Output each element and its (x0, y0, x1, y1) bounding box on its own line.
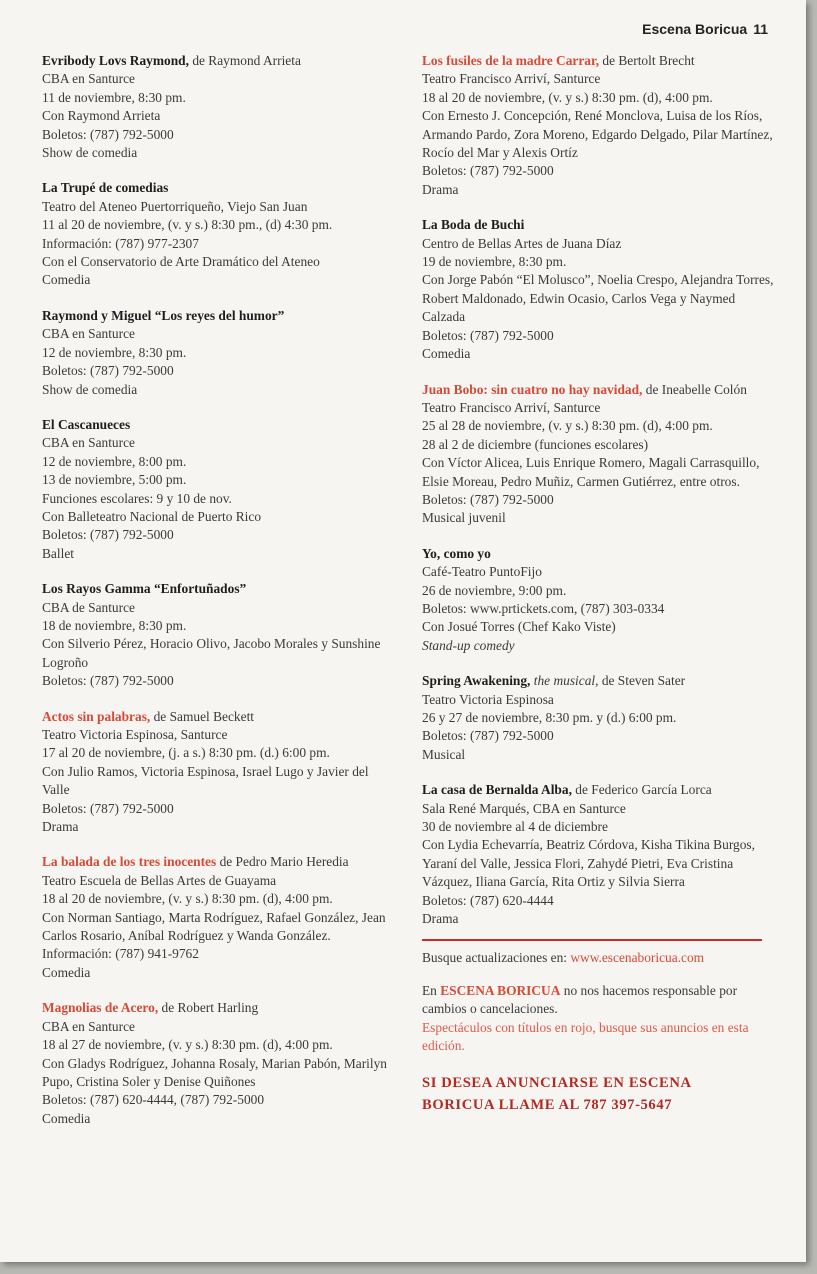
event-title: Juan Bobo: sin cuatro no hay navidad, (422, 381, 643, 397)
event-detail: 25 al 28 de noviembre, (v. y s.) 8:30 pm. (d), 4:00 pm. (422, 418, 713, 434)
event-listing (422, 216, 777, 363)
event-detail: CBA en Santurce (42, 435, 135, 451)
event-listing (42, 708, 392, 837)
event-detail: Drama (42, 819, 79, 835)
event-detail: Comedia (42, 964, 91, 980)
event-listing (422, 672, 777, 764)
disclaimer-suffix: no nos hacemos responsable por cambios o cancelaciones. (422, 982, 738, 1017)
event-detail: Funciones escolares: 9 y 10 de nov. (42, 490, 232, 506)
event-title: La casa de Bernalda Alba, (422, 782, 572, 798)
event-title: Los fusiles de la madre Carrar, (422, 53, 600, 68)
event-detail: 18 al 20 de noviembre, (v. y s.) 8:30 pm. (d), 4:00 pm. (42, 891, 333, 907)
disclaimer (422, 982, 777, 1056)
event-detail: Con Raymond Arrieta (42, 108, 161, 124)
right-column (422, 52, 777, 1116)
event-detail: Comedia (422, 346, 471, 362)
event-listing (42, 52, 392, 162)
event-author: de Federico García Lorca (571, 782, 712, 798)
event-detail: CBA en Santurce (42, 71, 135, 87)
event-detail: Boletos: (787) 792-5000 (42, 363, 174, 379)
event-author: de Robert Harling (158, 1000, 259, 1016)
event-listing (422, 381, 777, 528)
event-author: de Bertolt Brecht (599, 53, 695, 68)
event-author: de Samuel Beckett (150, 708, 255, 724)
event-detail: Boletos: (787) 792-5000 (42, 673, 174, 689)
left-column (42, 52, 392, 1145)
event-listing (42, 179, 392, 289)
event-title: Evribody Lovs Raymond, (42, 53, 189, 68)
event-detail: Información: (787) 941-9762 (42, 946, 199, 962)
event-detail: Con Jorge Pabón “El Molusco”, Noelia Crespo, Alejandra Torres, Robert Maldonado, Edwin Ocasio, Carlos Vega y Naymed Calzada (422, 272, 774, 325)
event-detail: Teatro Francisco Arriví, Santurce (422, 399, 601, 415)
event-genre: Stand-up comedy (422, 637, 515, 653)
event-detail: Comedia (42, 272, 91, 288)
event-heading (42, 307, 392, 325)
event-detail: Centro de Bellas Artes de Juana Díaz (422, 235, 622, 251)
event-heading (42, 708, 392, 726)
event-listing (422, 781, 777, 928)
event-detail: Ballet (42, 545, 74, 561)
event-listing (422, 52, 777, 199)
event-heading (422, 216, 777, 234)
event-heading (42, 580, 392, 598)
event-title: El Cascanueces (42, 416, 131, 432)
event-detail: Drama (422, 911, 459, 927)
event-detail: Boletos: (787) 792-5000 (42, 527, 174, 543)
event-title: Actos sin palabras, (42, 708, 151, 724)
event-detail: 11 al 20 de noviembre, (v. y s.) 8:30 pm., (d) 4:30 pm. (42, 217, 333, 233)
event-heading (422, 545, 777, 563)
disclaimer-brand: ESCENA BORICUA (440, 982, 561, 998)
event-detail: Show de comedia (42, 145, 138, 161)
magazine-title: Escena Boricua (642, 21, 748, 37)
event-title: Raymond y Miguel “Los reyes del humor” (42, 307, 285, 323)
page-number: 11 (753, 21, 768, 37)
event-detail: Musical (422, 746, 466, 762)
event-listing (42, 580, 392, 690)
event-detail: 26 de noviembre, 9:00 pm. (422, 582, 567, 598)
event-detail: 18 de noviembre, 8:30 pm. (42, 617, 187, 633)
event-detail: Boletos: (787) 792-5000 (422, 163, 554, 179)
event-detail: Con Víctor Alicea, Luis Enrique Romero, Magali Carrasquillo, Elsie Moreau, Pedro Muñiz, Carmen Gutiérrez, entre otros. (422, 455, 760, 489)
event-detail: Boletos: (787) 620-4444, (787) 792-5000 (42, 1092, 265, 1108)
event-detail: Boletos: www.prtickets.com, (787) 303-0334 (422, 600, 665, 616)
event-detail: Drama (422, 181, 459, 197)
event-detail: Con Norman Santiago, Marta Rodríguez, Rafael González, Jean Carlos Rosario, Aníbal Rodríguez y Wanda González. (42, 909, 386, 944)
right-event-list (422, 52, 777, 928)
event-detail: Con el Conservatorio de Arte Dramático del Ateneo (42, 254, 320, 270)
page-header (642, 21, 768, 37)
ad-line-2: BORICUA LLAME AL 787 397-5647 (422, 1096, 673, 1113)
event-detail: Boletos: (787) 620-4444 (422, 892, 554, 908)
event-detail: 19 de noviembre, 8:30 pm. (422, 254, 567, 270)
event-detail: Café-Teatro PuntoFijo (422, 564, 542, 580)
event-detail: Teatro Francisco Arriví, Santurce (422, 71, 601, 87)
event-detail: CBA de Santurce (42, 599, 135, 615)
event-detail: Con Silverio Pérez, Horacio Olivo, Jacobo Morales y Sunshine Logroño (42, 636, 381, 670)
event-detail: CBA en Santurce (42, 326, 135, 342)
event-detail: 30 de noviembre al 4 de diciembre (422, 819, 608, 835)
event-detail: 13 de noviembre, 5:00 pm. (42, 472, 187, 488)
event-detail: Boletos: (787) 792-5000 (42, 800, 174, 816)
red-divider (422, 939, 762, 941)
event-detail: 17 al 20 de noviembre, (j. a s.) 8:30 pm. (d.) 6:00 pm. (42, 745, 330, 761)
event-heading (422, 781, 777, 799)
event-heading (42, 853, 392, 871)
event-detail: 12 de noviembre, 8:30 pm. (42, 344, 187, 360)
event-heading (422, 52, 777, 70)
event-subtitle: the musical, (530, 673, 599, 689)
event-detail: Con Balleteatro Nacional de Puerto Rico (42, 508, 262, 524)
event-title: Yo, como yo (422, 545, 491, 561)
event-title: La Trupé de comedias (42, 180, 169, 196)
disclaimer-prefix: En (422, 982, 441, 998)
event-heading (42, 179, 392, 197)
event-detail: Boletos: (787) 792-5000 (422, 491, 554, 507)
event-detail: Teatro Escuela de Bellas Artes de Guayama (42, 872, 277, 888)
event-author: de Raymond Arrieta (188, 53, 301, 68)
event-detail: Teatro Victoria Espinosa (422, 691, 554, 707)
event-heading (42, 416, 392, 434)
event-detail: 26 y 27 de noviembre, 8:30 pm. y (d.) 6:00 pm. (422, 710, 677, 725)
event-listing (422, 545, 777, 655)
updates-note (422, 949, 777, 967)
event-author: de Steven Sater (598, 673, 686, 689)
event-detail: Información: (787) 977-2307 (42, 235, 199, 251)
event-detail: Con Julio Ramos, Victoria Espinosa, Israel Lugo y Javier del Valle (42, 763, 369, 798)
event-detail: Con Ernesto J. Concepción, René Monclova, Luisa de los Ríos, Armando Pardo, Zora Moreno, Edgardo Delgado, Pilar Martínez, Rocío del Mar y Alexis Ortíz (422, 108, 773, 161)
event-detail: Teatro Victoria Espinosa, Santurce (42, 727, 228, 742)
event-detail: Show de comedia (42, 381, 138, 397)
red-title-note: Espectáculos con títulos en rojo, busque sus anuncios en esta edición. (422, 1019, 749, 1054)
event-detail: Boletos: (787) 792-5000 (422, 327, 554, 343)
event-detail: 11 de noviembre, 8:30 pm. (42, 89, 186, 105)
event-title: La Boda de Buchi (422, 217, 525, 233)
event-detail: Musical juvenil (422, 510, 506, 526)
event-listing (42, 999, 392, 1128)
updates-text: Busque actualizaciones en: (422, 950, 571, 966)
event-detail: CBA en Santurce (42, 1018, 135, 1034)
event-title: La balada de los tres inocentes (42, 854, 217, 870)
event-detail: Boletos: (787) 792-5000 (422, 728, 554, 744)
event-detail: 28 al 2 de diciembre (funciones escolares) (422, 436, 649, 452)
ad-line-1: SI DESEA ANUNCIARSE EN ESCENA (422, 1074, 692, 1091)
event-detail: Sala René Marqués, CBA en Santurce (422, 800, 626, 816)
event-listing (42, 853, 392, 982)
event-listing (42, 307, 392, 399)
event-heading (42, 52, 392, 70)
event-heading (422, 672, 777, 690)
event-listing (42, 416, 392, 563)
event-heading (42, 999, 392, 1017)
website-link[interactable]: www.escenaboricua.com (570, 950, 705, 966)
event-detail: Con Gladys Rodríguez, Johanna Rosaly, Marian Pabón, Marilyn Pupo, Cristina Soler y Denise Quiñones (42, 1055, 388, 1089)
event-detail: 12 de noviembre, 8:00 pm. (42, 453, 187, 469)
event-detail: Boletos: (787) 792-5000 (42, 126, 174, 142)
event-detail: Con Josué Torres (Chef Kako Viste) (422, 619, 616, 635)
event-detail: Teatro del Ateneo Puertorriqueño, Viejo San Juan (42, 198, 308, 214)
advertising-callout (422, 1072, 777, 1116)
event-title: Magnolias de Acero, (42, 1000, 159, 1016)
event-heading (422, 381, 777, 399)
event-detail: Con Lydia Echevarría, Beatriz Córdova, Kisha Tikina Burgos, Yaraní del Valle, Jessica Flori, Zahydé Pietri, Eva Cristina Vázquez, Iliana García, Rita Ortiz y Silvia Sierra (422, 837, 755, 890)
event-author: de Pedro Mario Heredia (216, 854, 349, 870)
event-title: Spring Awakening, (422, 673, 531, 689)
event-detail: 18 al 20 de noviembre, (v. y s.) 8:30 pm. (d), 4:00 pm. (422, 89, 713, 105)
event-detail: 18 al 27 de noviembre, (v. y s.) 8:30 pm. (d), 4:00 pm. (42, 1037, 333, 1053)
event-detail: Comedia (42, 1110, 91, 1126)
event-title: Los Rayos Gamma “Enfortuñados” (42, 581, 247, 597)
event-author: de Ineabelle Colón (642, 381, 747, 397)
